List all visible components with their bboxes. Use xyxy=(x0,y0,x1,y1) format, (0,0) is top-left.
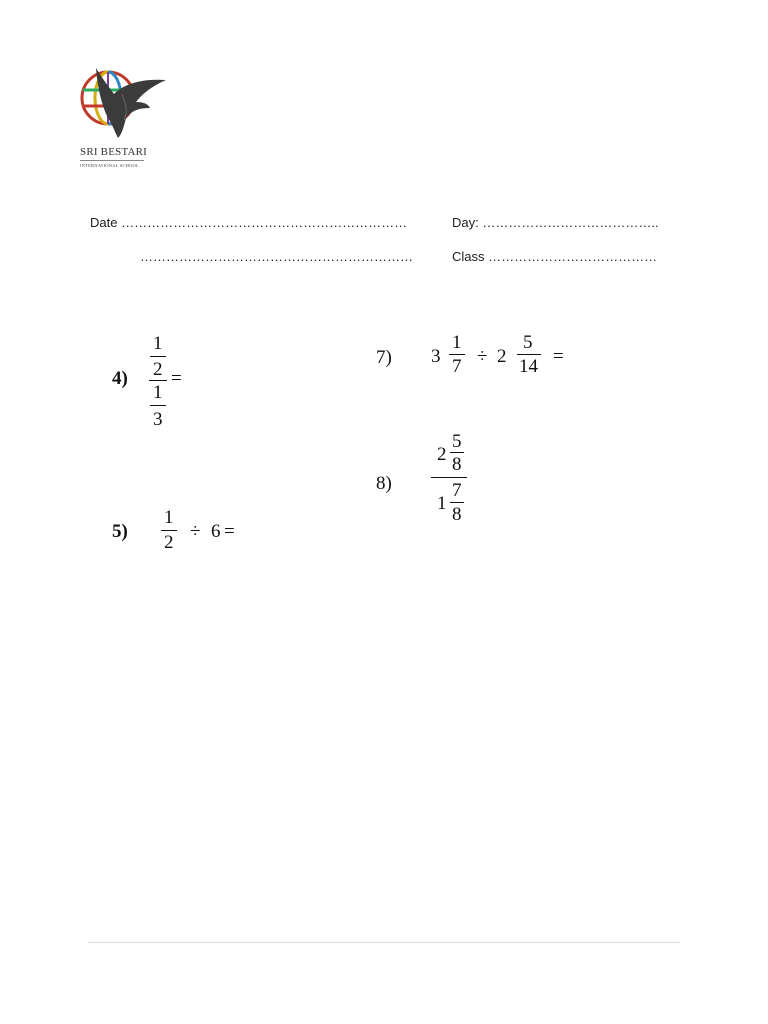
class-field[interactable]: Class ………………………………… xyxy=(452,249,658,264)
problem-8-number: 8) xyxy=(376,473,392,494)
problem-4-top-denominator: 2 xyxy=(153,359,163,380)
problem-4-bottom-fraction-bar xyxy=(150,405,166,406)
problem-7-numerator-2: 5 xyxy=(523,332,533,353)
problem-8-top-whole: 2 xyxy=(437,444,447,465)
logo-school-name: SRI BESTARI xyxy=(80,146,148,158)
problem-5-divide-sign: ÷ xyxy=(190,521,201,542)
problem-7-numerator-1: 1 xyxy=(452,332,462,353)
problem-5-numerator: 1 xyxy=(164,507,174,528)
problem-5-denominator: 2 xyxy=(164,532,174,553)
logo-divider xyxy=(80,160,144,161)
problem-7-denominator-1: 7 xyxy=(452,356,462,377)
problem-4-equals: = xyxy=(171,368,182,389)
day-field[interactable]: Day: ………………………………….. xyxy=(452,215,659,230)
problem-4-top-numerator: 1 xyxy=(153,333,163,354)
problem-7-whole-1: 3 xyxy=(431,346,441,367)
name-blank-line[interactable]: ……………………………………………………… xyxy=(140,249,413,264)
school-logo xyxy=(78,64,170,174)
problem-4-bottom-numerator: 1 xyxy=(153,382,163,403)
problem-7-equals: = xyxy=(553,346,564,367)
problem-8-top-denominator: 8 xyxy=(452,454,462,475)
problem-7-divide-sign: ÷ xyxy=(477,346,488,367)
problem-8-top-numerator: 5 xyxy=(452,431,462,452)
problem-5-equals: = xyxy=(224,521,235,542)
problem-8-main-fraction-bar xyxy=(431,477,467,478)
problem-7-number: 7) xyxy=(376,347,392,368)
problem-4-number: 4) xyxy=(112,368,128,389)
problem-8-bottom-numerator: 7 xyxy=(452,480,462,501)
problem-5-number: 5) xyxy=(112,521,128,542)
problem-4-bottom-denominator: 3 xyxy=(153,409,163,430)
problem-7-denominator-2: 14 xyxy=(519,356,538,377)
eagle-globe-logo-icon xyxy=(78,64,170,144)
logo-school-subtitle: INTERNATIONAL SCHOOL xyxy=(80,163,139,168)
problem-8-bottom-denominator: 8 xyxy=(452,504,462,525)
footer-divider xyxy=(88,942,680,943)
date-field[interactable]: Date ………………………………………………………… xyxy=(90,215,408,230)
problem-8-bottom-whole: 1 xyxy=(437,493,447,514)
problem-4-top-fraction-bar xyxy=(150,356,166,357)
problem-5-divisor: 6 xyxy=(211,521,221,542)
problem-7-whole-2: 2 xyxy=(497,346,507,367)
